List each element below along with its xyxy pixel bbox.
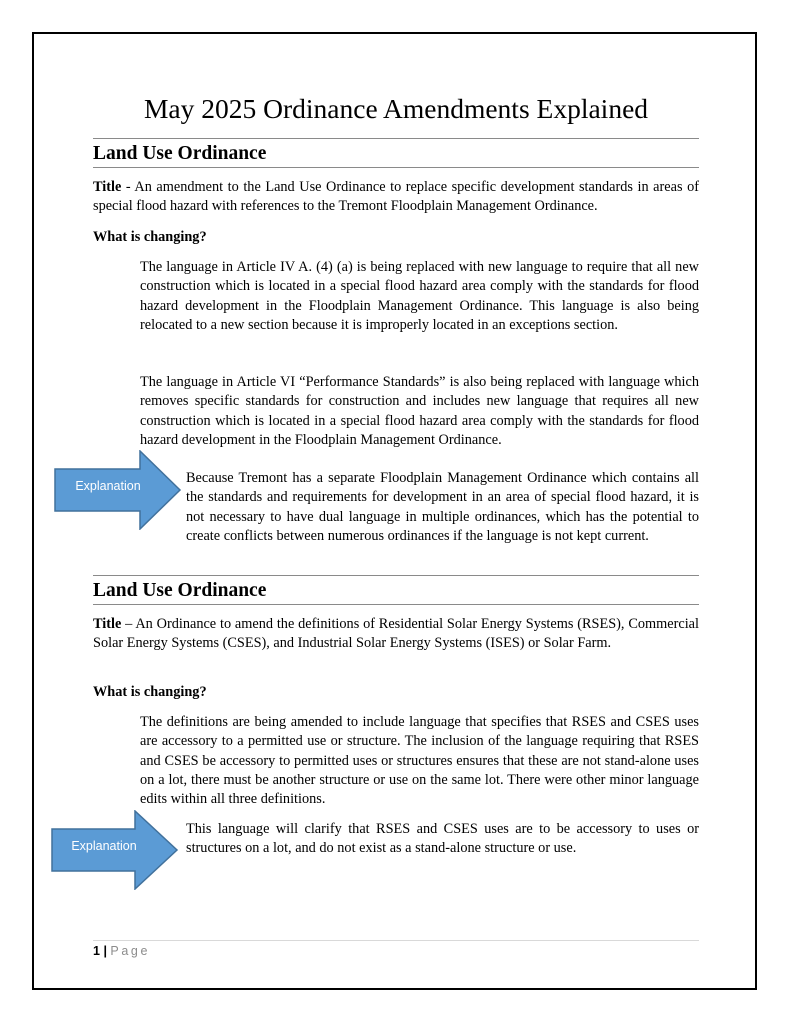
- page-footer: [93, 943, 150, 959]
- section-2-title-paragraph: [93, 615, 699, 654]
- heading-rule-top-1: [93, 138, 699, 139]
- footer-separator: |: [103, 944, 107, 958]
- heading-rule-top-2: [93, 575, 699, 576]
- heading-rule-bottom-1: [93, 167, 699, 168]
- section-2-heading: Land Use Ordinance: [93, 580, 267, 601]
- section-2-title-label: Title: [93, 616, 122, 632]
- section-1-title-paragraph: [93, 178, 699, 217]
- explanation-label-2: Explanation: [71, 839, 137, 853]
- document-title: May 2025 Ordinance Amendments Explained: [143, 93, 649, 124]
- section-1-what-changing: What is changing?: [93, 229, 207, 245]
- section-2-change-1: The definitions are being amended to include language that specifies that RSES and CSES uses are accessory to a permitted use or structure. The inclusion of the language requiring that RSES and CSES be accessory to permitted uses or structures ensures that these are not stand-alone uses on a lot, there must be another structure or use on the same lot. There were other minor language edits within all three definitions.: [140, 714, 699, 808]
- footer-rule: [93, 940, 699, 941]
- section-2-title-text: – An Ordinance to amend the definitions of Residential Solar Energy Systems (RSES), Commercial Solar Energy Systems (CSES), and Industrial Solar Energy Systems (ISES) or Solar Farm.: [93, 616, 699, 652]
- explanation-label-1: Explanation: [75, 479, 141, 493]
- section-1-title-text: - An amendment to the Land Use Ordinance to replace specific development standards in areas of special flood hazard with references to the Tremont Floodplain Management Ordinance.: [93, 179, 699, 215]
- footer-page-number: 1: [93, 944, 100, 958]
- section-2-explanation: This language will clarify that RSES and CSES uses are to be accessory to uses or structures on a lot, and do not exist as a stand-alone structure or use.: [186, 821, 699, 857]
- section-1-change-1: The language in Article IV A. (4) (a) is being replaced with new language to require that all new construction which is located in a special flood hazard area comply with the standards for flood hazard development in the Floodplain Management Ordinance. This language is also being relocated to a new section because it is improperly located in an exceptions section.: [140, 259, 699, 333]
- section-1-heading: Land Use Ordinance: [93, 143, 267, 164]
- section-1-change-2: The language in Article VI “Performance Standards” is also being replaced with language which removes specific standards for construction and includes new language that requires all new construction which is located in a special flood hazard area comply with the standards for flood hazard development in the Floodplain Management Ordinance.: [140, 374, 699, 448]
- footer-page-word: Page: [110, 944, 151, 958]
- section-1-title-label: Title: [93, 179, 122, 195]
- heading-rule-bottom-2: [93, 604, 699, 605]
- section-1-explanation: Because Tremont has a separate Floodplain Management Ordinance which contains all the standards and requirements for development in an area of special flood hazard, it is not necessary to have dual language in multiple ordinances, which has the potential to create conflicts between numerous ordinances if the language is not kept current.: [186, 470, 699, 544]
- section-2-what-changing: What is changing?: [93, 684, 207, 700]
